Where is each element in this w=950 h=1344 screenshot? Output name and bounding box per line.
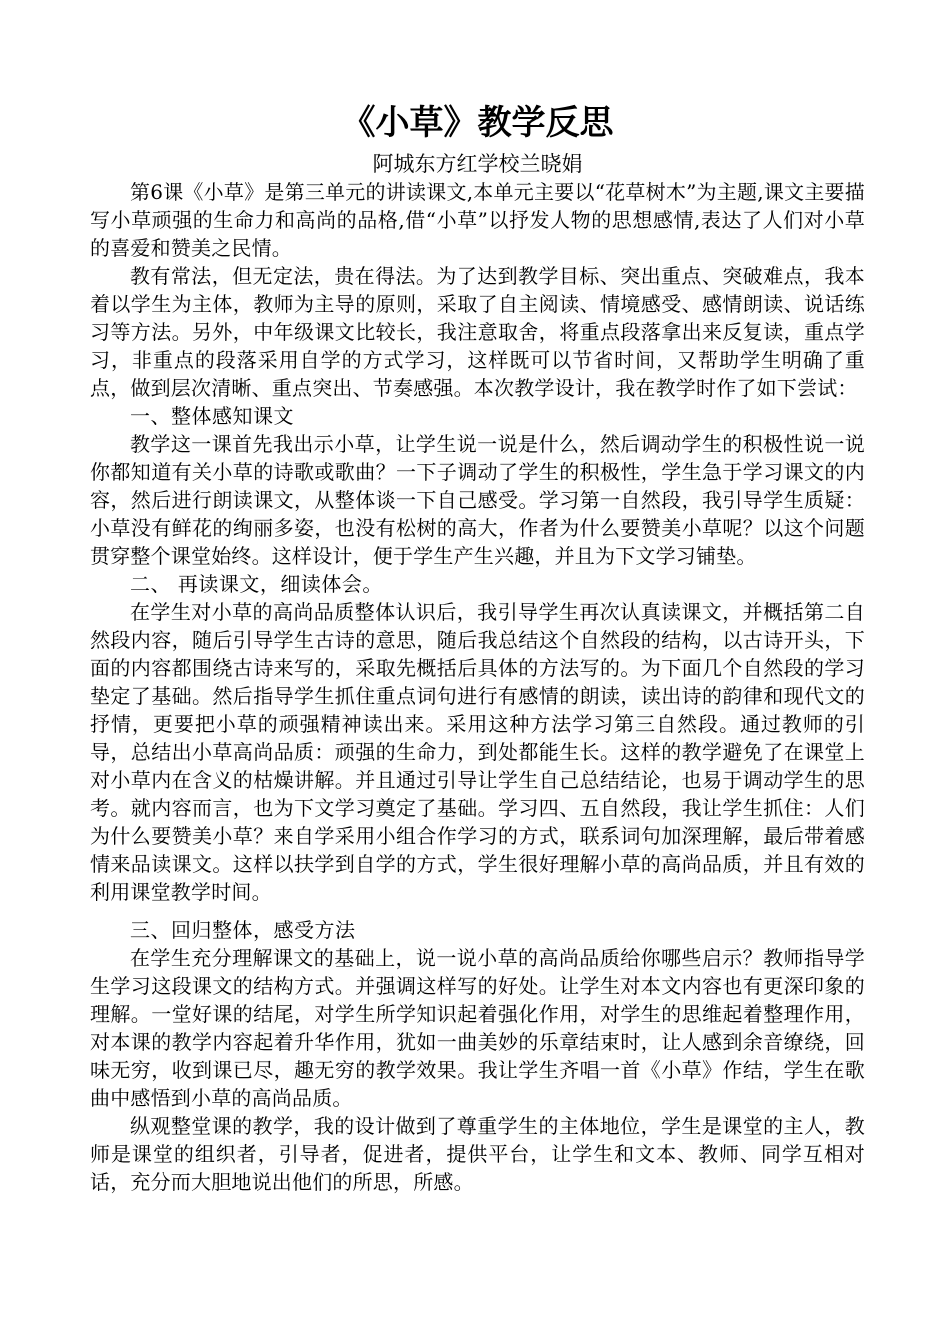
section-3-body: 在学生充分理解课文的基础上，说一说小草的高尚品质给你哪些启示？教师指导学生学习这段课文的结构方式。并强调这样写的好处。让学生对本文内容也有更深印象的理解。一堂好课的结尾，对学生所学知识起着强化作用，对学生的思维起着整理作用，对本课的教学内容起着升华作用，犹如一曲美妙的乐章结束时，让人感到余音缭绕，回味无穷，收到课已尽，趣无穷的教学效果。我让学生齐唱一首《小草》作结，学生在歌曲中感悟到小草的高尚品质。 xyxy=(90,946,865,1110)
section-1-heading: 一、整体感知课文 xyxy=(130,404,294,428)
section-1-body: 教学这一课首先我出示小草，让学生说一说是什么，然后调动学生的积极性说一说你都知道有关小草的诗歌或歌曲？一下子调动了学生的积极性，学生急于学习课文的内容，然后进行朗读课文，从整体谈一下自己感受。学习第一自然段，我引导学生质疑：小草没有鲜花的绚丽多姿，也没有松树的高大，作者为什么要赞美小草呢？以这个问题贯穿整个课堂始终。这样设计，便于学生产生兴趣，并且为下文学习铺垫。 xyxy=(90,432,865,568)
section-3-heading: 三、回归整体，感受方法 xyxy=(130,918,356,942)
author-line: 阿城东方红学校兰晓娟 xyxy=(372,152,583,176)
section-2-heading: 二、 再读课文，细读体会。 xyxy=(130,572,383,596)
intro-paragraph: 第6课《小草》是第三单元的讲读课文,本单元主要以“花草树木”为主题,课文主要描写小草顽强的生命力和高尚的品格,借“小草”以抒发人物的思想感情,表达了人们对小草的喜爱和赞美之民情。 xyxy=(90,180,865,260)
section-2-body: 在学生对小草的高尚品质整体认识后，我引导学生再次认真读课文，并概括第二自然段内容，随后引导学生古诗的意思，随后我总结这个自然段的结构，以古诗开头，下面的内容都围绕古诗来写的，采取先概括后具体的方法写的。为下面几个自然段的学习垫定了基础。然后指导学生抓住重点词句进行有感情的朗读，读出诗的韵律和现代文的抒情，更要把小草的顽强精神读出来。采用这种方法学习第三自然段。通过教师的引导，总结出小草高尚品质：顽强的生命力，到处都能生长。这样的教学避免了在课堂上对小草内在含义的枯燥讲解。并且通过引导让学生自己总结结论，也易于调动学生的思考。就内容而言，也为下文学习奠定了基础。学习四、五自然段，我让学生抓住：人们为什么要赞美小草？来自学采用小组合作学习的方式，联系词句加深理解，最后带着感情来品读课文。这样以扶学到自学的方式，学生很好理解小草的高尚品质，并且有效的利用课堂教学时间。 xyxy=(90,600,865,904)
document-title: 《小草》教学反思 xyxy=(341,103,614,143)
document-page xyxy=(90,100,865,1196)
conclusion-paragraph: 纵观整堂课的教学，我的设计做到了尊重学生的主体地位，学生是课堂的主人，教师是课堂的组织者，引导者，促进者，提供平台，让学生和文本、教师、同学互相对话，充分而大胆地说出他们的所思，所感。 xyxy=(90,1114,865,1194)
method-paragraph: 教有常法，但无定法，贵在得法。为了达到教学目标、突出重点、突破难点，我本着以学生为主体，教师为主导的原则，采取了自主阅读、情境感受、感情朗读、说话练习等方法。另外，中年级课文比较长，我注意取舍，将重点段落拿出来反复读，重点学习，非重点的段落采用自学的方式学习，这样既可以节省时间，又帮助学生明确了重点，做到层次清晰、重点突出、节奏感强。本次教学设计，我在教学时作了如下尝试： xyxy=(90,264,865,400)
spacer xyxy=(90,906,865,916)
